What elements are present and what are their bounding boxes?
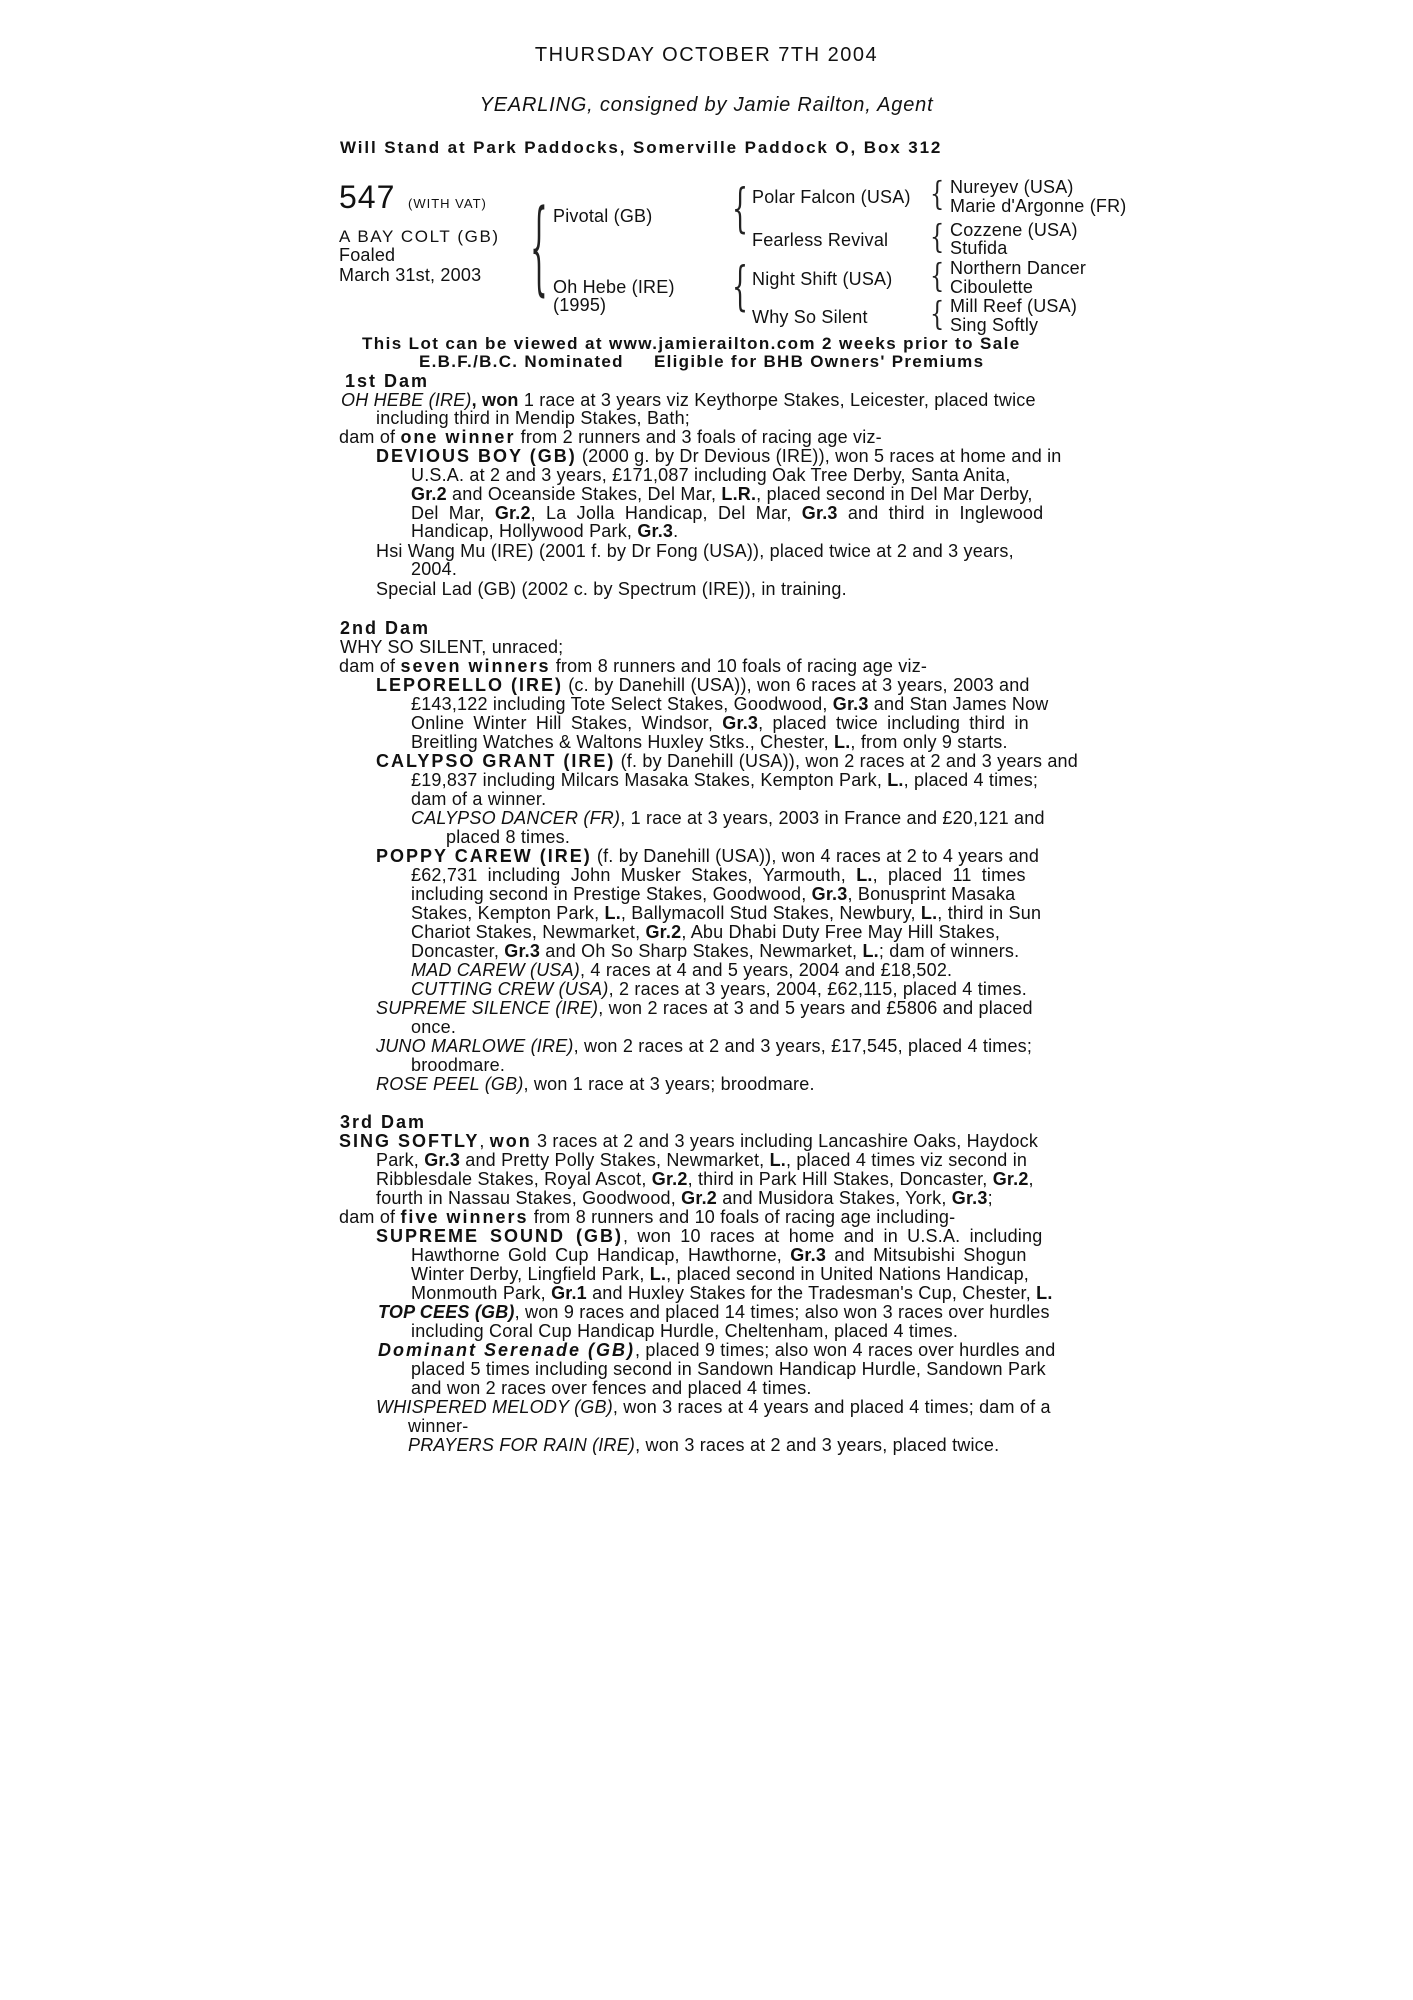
dam-sire: Night Shift (USA) bbox=[752, 269, 893, 289]
pedigree-brace-main: { bbox=[530, 190, 548, 308]
mad-carew-line: MAD CAREW (USA), 4 races at 4 and 5 years, 2004 and £18,502. bbox=[411, 960, 953, 980]
sire-name: Pivotal (GB) bbox=[553, 206, 653, 226]
view-note: This Lot can be viewed at www.jamierailton.com 2 weeks prior to Sale bbox=[362, 334, 1021, 353]
pedigree-brace-gg3: { bbox=[930, 256, 945, 296]
dominant-serenade-line-3: and won 2 races over fences and placed 4 times. bbox=[411, 1378, 812, 1398]
second-dam-heading: 2nd Dam bbox=[340, 618, 431, 638]
third-dam-heading: 3rd Dam bbox=[340, 1112, 427, 1132]
devious-boy-line-3: Gr.2 and Oceanside Stakes, Del Mar, L.R., placed second in Del Mar Derby, bbox=[411, 484, 1033, 504]
gg-1: Nureyev (USA) bbox=[950, 177, 1074, 197]
top-cees-line-2: including Coral Cup Handicap Hurdle, Cheltenham, placed 4 times. bbox=[411, 1321, 959, 1341]
calypso-grant-line-2: £19,837 including Milcars Masaka Stakes, Kempton Park, L., placed 4 times; bbox=[411, 770, 1039, 790]
first-dam-heading: 1st Dam bbox=[345, 371, 430, 391]
dam-name: Oh Hebe (IRE) bbox=[553, 277, 675, 297]
poppy-carew-line-2: £62,731 including John Musker Stakes, Yarmouth, L., placed 11 times bbox=[411, 865, 1026, 885]
devious-boy-line-2: U.S.A. at 2 and 3 years, £171,087 including Oak Tree Derby, Santa Anita, bbox=[411, 465, 1011, 485]
supreme-sound-line-2: Hawthorne Gold Cup Handicap, Hawthorne, Gr.3 and Mitsubishi Shogun bbox=[411, 1245, 1027, 1265]
ebf-nominated: E.B.F./B.C. Nominated bbox=[419, 352, 624, 371]
devious-boy-line-4: Del Mar, Gr.2, La Jolla Handicap, Del Mar, Gr.3 and third in Inglewood bbox=[411, 503, 1044, 523]
third-dam-line-3: Ribblesdale Stakes, Royal Ascot, Gr.2, third in Park Hill Stakes, Doncaster, Gr.2, bbox=[376, 1169, 1034, 1189]
pedigree-brace-gg2: { bbox=[930, 217, 945, 257]
third-dam-line-2: Park, Gr.3 and Pretty Polly Stakes, Newmarket, L., placed 4 times viz second in bbox=[376, 1150, 1028, 1170]
pedigree-brace-sire: { bbox=[732, 179, 749, 240]
calypso-dancer-line-2: placed 8 times. bbox=[446, 827, 571, 847]
supreme-sound-line-3: Winter Derby, Lingfield Park, L., placed second in United Nations Handicap, bbox=[411, 1264, 1029, 1284]
leporello-line-3: Online Winter Hill Stakes, Windsor, Gr.3, placed twice including third in bbox=[411, 713, 1029, 733]
rose-peel-line: ROSE PEEL (GB), won 1 race at 3 years; broodmare. bbox=[376, 1074, 815, 1094]
dam-dam: Why So Silent bbox=[752, 307, 868, 327]
third-dam-line-1: SING SOFTLY, won 3 races at 2 and 3 years including Lancashire Oaks, Haydock bbox=[339, 1131, 1039, 1151]
second-dam-produce-line: dam of seven winners from 8 runners and 10 foals of racing age viz- bbox=[339, 656, 928, 676]
gg-5: Northern Dancer bbox=[950, 258, 1087, 278]
poppy-carew-line-4: Stakes, Kempton Park, L., Ballymacoll Stud Stakes, Newbury, L., third in Sun bbox=[411, 903, 1042, 923]
supreme-silence-line-2: once. bbox=[411, 1017, 457, 1037]
lot-title: A BAY COLT (GB) bbox=[339, 227, 500, 246]
calypso-grant-line-1: CALYPSO GRANT (IRE) (f. by Danehill (USA)), won 2 races at 2 and 3 years and bbox=[376, 751, 1078, 771]
stand-location: Will Stand at Park Paddocks, Somerville Paddock O, Box 312 bbox=[340, 138, 943, 157]
poppy-carew-line-6: Doncaster, Gr.3 and Oh So Sharp Stakes, Newmarket, L.; dam of winners. bbox=[411, 941, 1020, 961]
foaled-date: March 31st, 2003 bbox=[339, 265, 482, 285]
hsi-wang-mu-line-2: 2004. bbox=[411, 559, 458, 579]
first-dam-line-3: dam of one winner from 2 runners and 3 foals of racing age viz- bbox=[339, 427, 882, 447]
prayers-for-rain-line: PRAYERS FOR RAIN (IRE), won 3 races at 2 and 3 years, placed twice. bbox=[408, 1435, 1000, 1455]
second-dam-name-line: WHY SO SILENT, unraced; bbox=[340, 637, 564, 657]
leporello-line-4: Breitling Watches & Waltons Huxley Stks., Chester, L., from only 9 starts. bbox=[411, 732, 1008, 752]
gg-3: Cozzene (USA) bbox=[950, 220, 1078, 240]
cutting-crew-line: CUTTING CREW (USA), 2 races at 3 years, 2004, £62,115, placed 4 times. bbox=[411, 979, 1027, 999]
sire-sire: Polar Falcon (USA) bbox=[752, 187, 911, 207]
top-cees-line-1: TOP CEES (GB), won 9 races and placed 14 times; also won 3 races over hurdles bbox=[378, 1302, 1050, 1322]
pedigree-brace-dam: { bbox=[732, 257, 749, 318]
lot-number: 547 bbox=[339, 179, 396, 215]
whispered-melody-line-1: WHISPERED MELODY (GB), won 3 races at 4 years and placed 4 times; dam of a bbox=[376, 1397, 1051, 1417]
supreme-sound-line-1: SUPREME SOUND (GB), won 10 races at home and in U.S.A. including bbox=[376, 1226, 1043, 1246]
supreme-sound-line-4: Monmouth Park, Gr.1 and Huxley Stakes for the Tradesman's Cup, Chester, L. bbox=[411, 1283, 1053, 1303]
leporello-line-1: LEPORELLO (IRE) (c. by Danehill (USA)), won 6 races at 3 years, 2003 and bbox=[376, 675, 1030, 695]
gg-4: Stufida bbox=[950, 238, 1008, 258]
calypso-dancer-line-1: CALYPSO DANCER (FR), 1 race at 3 years, 2003 in France and £20,121 and bbox=[411, 808, 1045, 828]
gg-6: Ciboulette bbox=[950, 277, 1034, 297]
whispered-melody-line-2: winner- bbox=[408, 1416, 469, 1436]
poppy-carew-line-5: Chariot Stakes, Newmarket, Gr.2, Abu Dhabi Duty Free May Hill Stakes, bbox=[411, 922, 1001, 942]
vat-note: (WITH VAT) bbox=[408, 196, 487, 211]
poppy-carew-line-1: POPPY CAREW (IRE) (f. by Danehill (USA)), won 4 races at 2 to 4 years and bbox=[376, 846, 1040, 866]
gg-2: Marie d'Argonne (FR) bbox=[950, 196, 1127, 216]
dominant-serenade-line-2: placed 5 times including second in Sandown Handicap Hurdle, Sandown Park bbox=[411, 1359, 1046, 1379]
consignor-line: YEARLING, consigned by Jamie Railton, Agent bbox=[479, 94, 934, 116]
bhb-eligible: Eligible for BHB Owners' Premiums bbox=[654, 352, 985, 371]
first-dam-line-2: including third in Mendip Stakes, Bath; bbox=[376, 408, 690, 428]
dam-year: (1995) bbox=[553, 295, 607, 315]
juno-marlowe-line-2: broodmare. bbox=[411, 1055, 506, 1075]
pedigree-brace-gg1: { bbox=[930, 174, 945, 214]
gg-8: Sing Softly bbox=[950, 315, 1039, 335]
pedigree-brace-gg4: { bbox=[930, 294, 945, 334]
supreme-silence-line-1: SUPREME SILENCE (IRE), won 2 races at 3 and 5 years and £5806 and placed bbox=[376, 998, 1033, 1018]
devious-boy-line-1: DEVIOUS BOY (GB) (2000 g. by Dr Devious (IRE)), won 5 races at home and in bbox=[376, 446, 1062, 466]
third-dam-produce-line: dam of five winners from 8 runners and 10 foals of racing age including- bbox=[339, 1207, 956, 1227]
juno-marlowe-line-1: JUNO MARLOWE (IRE), won 2 races at 2 and 3 years, £17,545, placed 4 times; bbox=[376, 1036, 1033, 1056]
leporello-line-2: £143,122 including Tote Select Stakes, Goodwood, Gr.3 and Stan James Now bbox=[411, 694, 1049, 714]
calypso-grant-line-3: dam of a winner. bbox=[411, 789, 547, 809]
hsi-wang-mu-line-1: Hsi Wang Mu (IRE) (2001 f. by Dr Fong (USA)), placed twice at 2 and 3 years, bbox=[376, 541, 1014, 561]
foaled-label: Foaled bbox=[339, 245, 396, 265]
first-dam-line-1: OH HEBE (IRE), won 1 race at 3 years viz Keythorpe Stakes, Leicester, placed twice bbox=[341, 390, 1036, 410]
dominant-serenade-line-1: Dominant Serenade (GB), placed 9 times; also won 4 races over hurdles and bbox=[378, 1340, 1056, 1360]
third-dam-line-4: fourth in Nassau Stakes, Goodwood, Gr.2 and Musidora Stakes, York, Gr.3; bbox=[376, 1188, 993, 1208]
sire-dam: Fearless Revival bbox=[752, 230, 889, 250]
devious-boy-line-5: Handicap, Hollywood Park, Gr.3. bbox=[411, 521, 679, 541]
poppy-carew-line-3: including second in Prestige Stakes, Goodwood, Gr.3, Bonusprint Masaka bbox=[411, 884, 1016, 904]
sale-date: THURSDAY OCTOBER 7TH 2004 bbox=[534, 44, 879, 66]
gg-7: Mill Reef (USA) bbox=[950, 296, 1078, 316]
special-lad-line: Special Lad (GB) (2002 c. by Spectrum (IRE)), in training. bbox=[376, 579, 847, 599]
